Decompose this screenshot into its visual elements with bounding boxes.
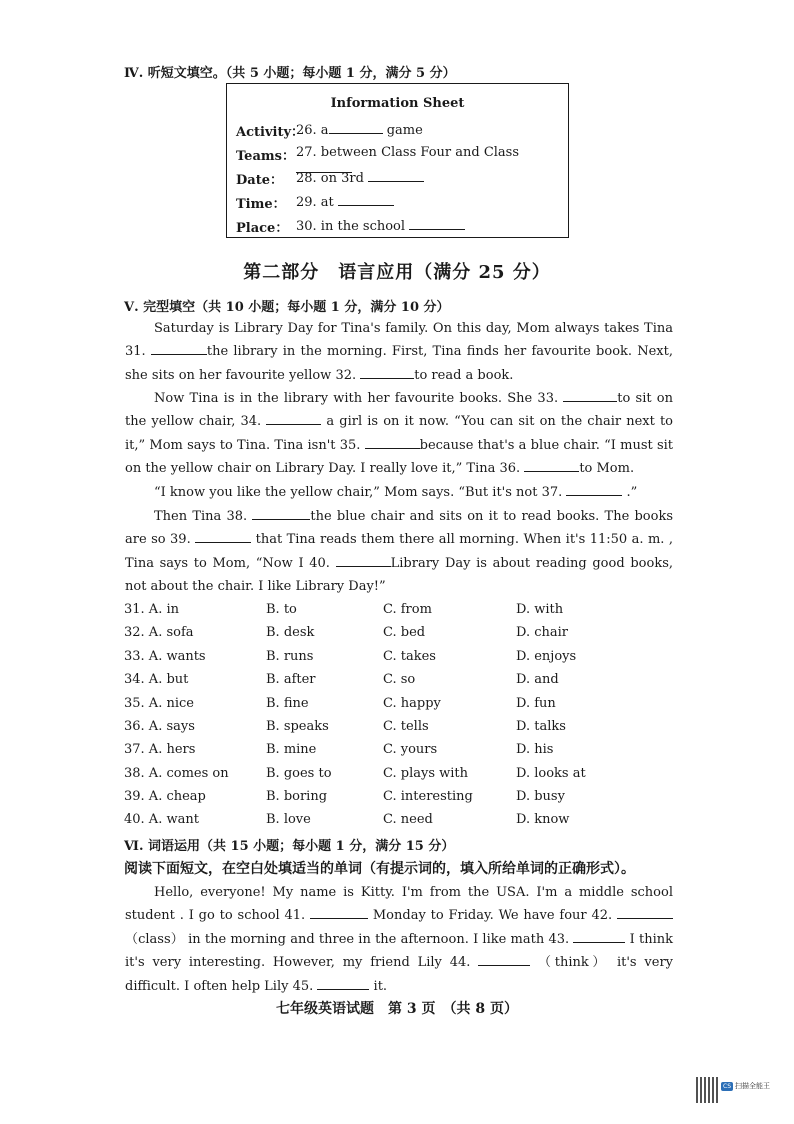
cloze-blank-39[interactable] [195,530,251,543]
info-time-text: 29. at [296,195,338,210]
cloze-blank-36[interactable] [524,459,579,472]
info-teams-text: 27. between Class Four and Class [296,145,520,160]
option-38-d[interactable]: D. looks at [516,766,586,781]
option-35-d[interactable]: D. fun [516,696,556,711]
info-label-activity: Activity： [236,125,304,140]
page-footer: 七年级英语试题 第 3 页 （共 8 页） [276,1001,518,1017]
option-31-c[interactable]: C. from [383,602,432,617]
info-value-place [296,217,465,234]
info-label-teams: Teams： [236,149,295,164]
cloze-blank-32[interactable] [360,366,414,379]
section-6-instruction: 阅读下面短文，在空白处填适当的单词（有提示词的，填入所给单词的正确形式）。 [124,861,635,877]
option-33-d[interactable]: D. enjoys [516,649,577,664]
info-place-text: 30. in the school [296,219,410,234]
info-activity-suffix: game [382,123,423,138]
option-31-a[interactable]: 31. A. in [124,602,179,617]
cs-logo-icon: CS [723,1083,731,1090]
option-37-b[interactable]: B. mine [266,742,317,757]
option-32-c[interactable]: C. bed [383,625,426,640]
word-blank-43[interactable] [573,930,625,943]
option-39-d[interactable]: D. busy [516,789,565,804]
answer-blank-29[interactable] [338,193,394,206]
option-32-a[interactable]: 32. A. sofa [124,625,194,640]
option-39-a[interactable]: 39. A. cheap [124,789,206,804]
information-sheet-box [226,83,569,238]
info-label-time: Time： [236,197,286,212]
info-value-activity [296,121,423,138]
information-sheet-title: Information Sheet [330,96,465,111]
cloze-blank-38[interactable] [252,507,310,520]
option-31-d[interactable]: D. with [516,602,564,617]
option-35-c[interactable]: C. happy [383,696,441,711]
cloze-paragraph-2: Now Tina is in the library with her favourite books. She 33. to sit on the yellow chair, 34. a girl is on it now. “You can sit on the chair next to it,” Mom says to Tina. Tina isn't 35. because that's a blue chair. “I must sit on the yellow chair on Library Day. I really love it,” Tina 36. to Mom. [125,391,674,477]
option-32-d[interactable]: D. chair [516,625,568,640]
option-39-c[interactable]: C. interesting [383,789,473,804]
option-33-b[interactable]: B. runs [266,649,314,664]
cloze-blank-37[interactable] [566,483,622,496]
answer-blank-26[interactable] [329,121,383,134]
cloze-paragraph-3: “I know you like the yellow chair,” Mom says. “But it's not 37. .” [154,485,638,500]
option-40-d[interactable]: D. know [516,812,570,827]
section-5-heading: Ⅴ. 完型填空（共 10 小题；每小题 1 分，满分 10 分） [124,300,450,315]
option-34-d[interactable]: D. and [516,672,559,687]
cloze-blank-35[interactable] [365,436,420,449]
scanner-watermark: CS 扫描全能王 [723,1082,770,1090]
option-33-a[interactable]: 33. A. wants [124,649,206,664]
section-4-heading: Ⅳ. 听短文填空。（共 5 小题；每小题 1 分，满分 5 分） [124,66,456,81]
info-value-time [296,193,394,210]
option-40-a[interactable]: 40. A. want [124,812,199,827]
word-blank-44[interactable] [478,953,530,966]
option-34-b[interactable]: B. after [266,672,316,687]
option-38-b[interactable]: B. goes to [266,766,332,781]
word-blank-45[interactable] [317,977,369,990]
cloze-paragraph-1: Saturday is Library Day for Tina's family. On this day, Mom always takes Tina 31. the library in the morning. First, Tina finds her favourite book. Next, she sits on her favourite yellow 32. to read a book. [125,321,673,383]
info-label-place: Place： [236,221,289,236]
word-blank-41[interactable] [310,906,368,919]
info-date-text: 28. on 3rd [296,171,369,186]
cloze-blank-31[interactable] [151,342,207,355]
section-6-heading: Ⅵ. 词语运用（共 15 小题；每小题 1 分，满分 15 分） [124,839,455,854]
option-37-c[interactable]: C. yours [383,742,438,757]
option-34-a[interactable]: 34. A. but [124,672,189,687]
option-36-d[interactable]: D. talks [516,719,566,734]
answer-blank-30[interactable] [409,217,465,230]
answer-blank-28[interactable] [368,169,424,182]
option-38-a[interactable]: 38. A. comes on [124,766,229,781]
option-31-b[interactable]: B. to [266,602,297,617]
cloze-blank-40[interactable] [336,554,391,567]
option-33-c[interactable]: C. takes [383,649,436,664]
option-36-b[interactable]: B. speaks [266,719,329,734]
cloze-paragraph-4: Then Tina 38. the blue chair and sits on it to read books. The books are so 39. that Tina reads them there all morning. When it's 11:50 a. m. , Tina says to Mom, “Now I 40. Library Day is about reading good books, not about the chair. I like Library Day!” [125,509,673,595]
cloze-blank-34[interactable] [266,412,321,425]
part-2-title: 第二部分 语言应用（满分 25 分） [243,262,551,283]
word-use-paragraph: Hello, everyone! My name is Kitty. I'm from the USA. I'm a middle school student . I go to school 41. Monday to Friday. We have four 42. （class） in the morning and three in the afternoon. I like math 43. I think it's very interesting. However, my friend Lily 44. （think） it's very difficult. I often help Lily 45. it. [125,885,674,994]
option-40-b[interactable]: B. love [266,812,311,827]
info-activity-text: 26. a [296,123,329,138]
option-35-a[interactable]: 35. A. nice [124,696,194,711]
option-39-b[interactable]: B. boring [266,789,328,804]
cloze-blank-33[interactable] [563,389,617,402]
option-37-a[interactable]: 37. A. hers [124,742,196,757]
option-36-a[interactable]: 36. A. says [124,719,195,734]
option-35-b[interactable]: B. fine [266,696,309,711]
info-label-date: Date： [236,173,283,188]
qr-code-icon [696,1077,718,1103]
option-38-c[interactable]: C. plays with [383,766,469,781]
info-value-date [296,169,424,186]
option-36-c[interactable]: C. tells [383,719,429,734]
option-32-b[interactable]: B. desk [266,625,315,640]
option-37-d[interactable]: D. his [516,742,554,757]
word-blank-42[interactable] [617,906,673,919]
option-34-c[interactable]: C. so [383,672,416,687]
option-40-c[interactable]: C. need [383,812,433,827]
